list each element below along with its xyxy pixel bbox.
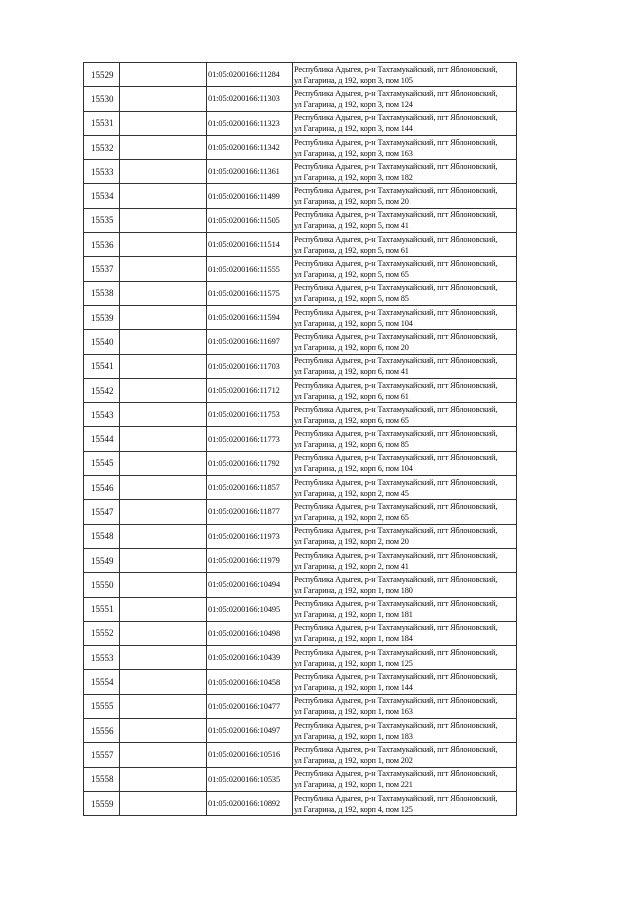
- address-cell: [293, 573, 517, 597]
- address-cell: [293, 767, 517, 791]
- table-row: [84, 621, 517, 645]
- address-line-2: ул Гагарина, д 192, корп 5, пом 104: [294, 318, 413, 328]
- address-line-1: Республика Адыгея, р-н Тахтамукайский, пгт Яблоновский,: [294, 137, 498, 147]
- row-number: 15559: [84, 791, 120, 815]
- table-row: [84, 184, 517, 208]
- empty-cell: [120, 111, 207, 135]
- address-line-1: Республика Адыгея, р-н Тахтамукайский, пгт Яблоновский,: [294, 234, 498, 244]
- row-number: 15538: [84, 281, 120, 305]
- address-cell: [293, 87, 517, 111]
- row-number: 15544: [84, 427, 120, 451]
- cadastral-number: 01:05:0200166:10494: [207, 573, 293, 597]
- cadastral-number: 01:05:0200166:11342: [207, 135, 293, 159]
- empty-cell: [120, 233, 207, 257]
- address-line-2: ул Гагарина, д 192, корп 6, пом 85: [294, 440, 409, 450]
- table-row: [84, 767, 517, 791]
- address-line-2: ул Гагарина, д 192, корп 1, пом 144: [294, 683, 413, 693]
- table-row: [84, 233, 517, 257]
- cadastral-number: 01:05:0200166:11857: [207, 476, 293, 500]
- cadastral-number: 01:05:0200166:10498: [207, 621, 293, 645]
- row-number: 15545: [84, 451, 120, 475]
- address-cell: [293, 476, 517, 500]
- cadastral-number: 01:05:0200166:11499: [207, 184, 293, 208]
- cadastral-number: 01:05:0200166:11773: [207, 427, 293, 451]
- row-number: 15553: [84, 646, 120, 670]
- address-cell: [293, 281, 517, 305]
- address-line-2: ул Гагарина, д 192, корп 3, пом 124: [294, 99, 413, 109]
- address-cell: [293, 791, 517, 815]
- cadastral-number: 01:05:0200166:10535: [207, 767, 293, 791]
- address-line-2: ул Гагарина, д 192, корп 4, пом 125: [294, 804, 413, 814]
- address-line-2: ул Гагарина, д 192, корп 2, пом 20: [294, 537, 409, 547]
- address-line-1: Республика Адыгея, р-н Тахтамукайский, пгт Яблоновский,: [294, 647, 498, 657]
- cadastral-number: 01:05:0200166:11284: [207, 63, 293, 87]
- table-row: [84, 597, 517, 621]
- address-line-1: Республика Адыгея, р-н Тахтамукайский, пгт Яблоновский,: [294, 259, 498, 269]
- empty-cell: [120, 451, 207, 475]
- address-cell: [293, 670, 517, 694]
- address-cell: [293, 208, 517, 232]
- cadastral-number: 01:05:0200166:10477: [207, 694, 293, 718]
- table-row: [84, 719, 517, 743]
- table-row: [84, 281, 517, 305]
- address-cell: [293, 330, 517, 354]
- cadastral-number: 01:05:0200166:11303: [207, 87, 293, 111]
- address-line-2: ул Гагарина, д 192, корп 6, пом 20: [294, 342, 409, 352]
- cadastral-number: 01:05:0200166:11505: [207, 208, 293, 232]
- address-line-1: Республика Адыгея, р-н Тахтамукайский, пгт Яблоновский,: [294, 429, 498, 439]
- row-number: 15540: [84, 330, 120, 354]
- address-line-2: ул Гагарина, д 192, корп 6, пом 61: [294, 391, 409, 401]
- address-line-2: ул Гагарина, д 192, корп 2, пом 45: [294, 488, 409, 498]
- empty-cell: [120, 791, 207, 815]
- address-line-1: Республика Адыгея, р-н Тахтамукайский, пгт Яблоновский,: [294, 696, 498, 706]
- row-number: 15550: [84, 573, 120, 597]
- address-line-2: ул Гагарина, д 192, корп 5, пом 41: [294, 221, 409, 231]
- address-line-1: Республика Адыгея, р-н Тахтамукайский, пгт Яблоновский,: [294, 161, 498, 171]
- table-row: [84, 646, 517, 670]
- address-line-2: ул Гагарина, д 192, корп 5, пом 65: [294, 270, 409, 280]
- row-number: 15543: [84, 403, 120, 427]
- row-number: 15534: [84, 184, 120, 208]
- address-line-1: Республика Адыгея, р-н Тахтамукайский, пгт Яблоновский,: [294, 88, 498, 98]
- address-cell: [293, 427, 517, 451]
- table-row: [84, 330, 517, 354]
- address-cell: [293, 233, 517, 257]
- empty-cell: [120, 378, 207, 402]
- empty-cell: [120, 135, 207, 159]
- cadastral-number: 01:05:0200166:11555: [207, 257, 293, 281]
- empty-cell: [120, 354, 207, 378]
- address-line-2: ул Гагарина, д 192, корп 6, пом 65: [294, 415, 409, 425]
- cadastral-number: 01:05:0200166:11323: [207, 111, 293, 135]
- table-row: [84, 791, 517, 815]
- table-row: [84, 694, 517, 718]
- row-number: 15541: [84, 354, 120, 378]
- empty-cell: [120, 767, 207, 791]
- cadastral-number: 01:05:0200166:11792: [207, 451, 293, 475]
- empty-cell: [120, 257, 207, 281]
- address-line-1: Республика Адыгея, р-н Тахтамукайский, пгт Яблоновский,: [294, 331, 498, 341]
- empty-cell: [120, 305, 207, 329]
- empty-cell: [120, 476, 207, 500]
- table-row: [84, 111, 517, 135]
- address-line-1: Республика Адыгея, р-н Тахтамукайский, пгт Яблоновский,: [294, 186, 498, 196]
- empty-cell: [120, 694, 207, 718]
- address-line-1: Республика Адыгея, р-н Тахтамукайский, пгт Яблоновский,: [294, 356, 498, 366]
- address-line-2: ул Гагарина, д 192, корп 3, пом 163: [294, 148, 413, 158]
- address-cell: [293, 257, 517, 281]
- row-number: 15547: [84, 500, 120, 524]
- cadastral-number: 01:05:0200166:11703: [207, 354, 293, 378]
- empty-cell: [120, 548, 207, 572]
- address-line-2: ул Гагарина, д 192, корп 1, пом 163: [294, 707, 413, 717]
- row-number: 15558: [84, 767, 120, 791]
- empty-cell: [120, 403, 207, 427]
- row-number: 15530: [84, 87, 120, 111]
- address-line-2: ул Гагарина, д 192, корп 3, пом 182: [294, 172, 413, 182]
- row-number: 15555: [84, 694, 120, 718]
- table-row: [84, 208, 517, 232]
- table-row: [84, 135, 517, 159]
- address-cell: [293, 743, 517, 767]
- address-line-1: Республика Адыгея, р-н Тахтамукайский, пгт Яблоновский,: [294, 404, 498, 414]
- cadastral-number: 01:05:0200166:10497: [207, 719, 293, 743]
- address-cell: [293, 524, 517, 548]
- cadastral-number: 01:05:0200166:11877: [207, 500, 293, 524]
- empty-cell: [120, 597, 207, 621]
- empty-cell: [120, 524, 207, 548]
- address-cell: [293, 500, 517, 524]
- address-line-1: Республика Адыгея, р-н Тахтамукайский, пгт Яблоновский,: [294, 210, 498, 220]
- row-number: 15548: [84, 524, 120, 548]
- address-line-1: Республика Адыгея, р-н Тахтамукайский, пгт Яблоновский,: [294, 720, 498, 730]
- address-line-2: ул Гагарина, д 192, корп 6, пом 104: [294, 464, 413, 474]
- address-cell: [293, 548, 517, 572]
- empty-cell: [120, 63, 207, 87]
- address-line-2: ул Гагарина, д 192, корп 1, пом 180: [294, 585, 413, 595]
- empty-cell: [120, 160, 207, 184]
- address-line-1: Республика Адыгея, р-н Тахтамукайский, пгт Яблоновский,: [294, 477, 498, 487]
- table-row: [84, 160, 517, 184]
- address-line-1: Республика Адыгея, р-н Тахтамукайский, пгт Яблоновский,: [294, 744, 498, 754]
- address-cell: [293, 694, 517, 718]
- address-line-1: Республика Адыгея, р-н Тахтамукайский, пгт Яблоновский,: [294, 550, 498, 560]
- address-cell: [293, 111, 517, 135]
- row-number: 15549: [84, 548, 120, 572]
- address-line-1: Республика Адыгея, р-н Тахтамукайский, пгт Яблоновский,: [294, 526, 498, 536]
- cadastral-number: 01:05:0200166:10516: [207, 743, 293, 767]
- address-cell: [293, 305, 517, 329]
- table-row: [84, 257, 517, 281]
- empty-cell: [120, 184, 207, 208]
- table-row: [84, 548, 517, 572]
- address-line-2: ул Гагарина, д 192, корп 6, пом 41: [294, 367, 409, 377]
- empty-cell: [120, 208, 207, 232]
- table-row: [84, 378, 517, 402]
- address-line-1: Республика Адыгея, р-н Тахтамукайский, пгт Яблоновский,: [294, 599, 498, 609]
- cadastral-number: 01:05:0200166:11753: [207, 403, 293, 427]
- empty-cell: [120, 427, 207, 451]
- address-line-2: ул Гагарина, д 192, корп 1, пом 183: [294, 731, 413, 741]
- table-row: [84, 87, 517, 111]
- address-line-2: ул Гагарина, д 192, корп 3, пом 105: [294, 75, 413, 85]
- table-row: [84, 500, 517, 524]
- address-cell: [293, 621, 517, 645]
- address-cell: [293, 403, 517, 427]
- cadastral-number: 01:05:0200166:11979: [207, 548, 293, 572]
- address-line-2: ул Гагарина, д 192, корп 1, пом 221: [294, 780, 413, 790]
- address-cell: [293, 135, 517, 159]
- cadastral-number: 01:05:0200166:11697: [207, 330, 293, 354]
- address-line-1: Республика Адыгея, р-н Тахтамукайский, пгт Яблоновский,: [294, 64, 498, 74]
- address-line-1: Республика Адыгея, р-н Тахтамукайский, пгт Яблоновский,: [294, 623, 498, 633]
- table-row: [84, 451, 517, 475]
- address-line-2: ул Гагарина, д 192, корп 5, пом 20: [294, 197, 409, 207]
- address-line-2: ул Гагарина, д 192, корп 3, пом 144: [294, 124, 413, 134]
- table-row: [84, 476, 517, 500]
- empty-cell: [120, 646, 207, 670]
- address-cell: [293, 451, 517, 475]
- empty-cell: [120, 573, 207, 597]
- row-number: 15546: [84, 476, 120, 500]
- address-line-2: ул Гагарина, д 192, корп 1, пом 181: [294, 610, 413, 620]
- row-number: 15557: [84, 743, 120, 767]
- address-cell: [293, 378, 517, 402]
- row-number: 15542: [84, 378, 120, 402]
- row-number: 15537: [84, 257, 120, 281]
- address-line-1: Республика Адыгея, р-н Тахтамукайский, пгт Яблоновский,: [294, 672, 498, 682]
- row-number: 15536: [84, 233, 120, 257]
- address-line-1: Республика Адыгея, р-н Тахтамукайский, пгт Яблоновский,: [294, 453, 498, 463]
- table-row: [84, 305, 517, 329]
- table-row: [84, 670, 517, 694]
- table-row: [84, 354, 517, 378]
- empty-cell: [120, 281, 207, 305]
- cadastral-number: 01:05:0200166:11361: [207, 160, 293, 184]
- cadastral-number: 01:05:0200166:11973: [207, 524, 293, 548]
- address-cell: [293, 160, 517, 184]
- address-line-1: Республика Адыгея, р-н Тахтамукайский, пгт Яблоновский,: [294, 380, 498, 390]
- table-row: [84, 403, 517, 427]
- table-row: [84, 63, 517, 87]
- address-line-2: ул Гагарина, д 192, корп 1, пом 184: [294, 634, 413, 644]
- address-line-1: Республика Адыгея, р-н Тахтамукайский, пгт Яблоновский,: [294, 574, 498, 584]
- cadastral-number: 01:05:0200166:10495: [207, 597, 293, 621]
- cadastral-number: 01:05:0200166:10439: [207, 646, 293, 670]
- cadastral-number: 01:05:0200166:11712: [207, 378, 293, 402]
- table-row: [84, 573, 517, 597]
- address-line-2: ул Гагарина, д 192, корп 1, пом 202: [294, 755, 413, 765]
- row-number: 15552: [84, 621, 120, 645]
- registry-table: [83, 62, 517, 816]
- row-number: 15531: [84, 111, 120, 135]
- address-line-2: ул Гагарина, д 192, корп 5, пом 85: [294, 294, 409, 304]
- empty-cell: [120, 621, 207, 645]
- row-number: 15533: [84, 160, 120, 184]
- address-line-2: ул Гагарина, д 192, корп 5, пом 61: [294, 245, 409, 255]
- row-number: 15554: [84, 670, 120, 694]
- address-line-1: Республика Адыгея, р-н Тахтамукайский, пгт Яблоновский,: [294, 113, 498, 123]
- empty-cell: [120, 330, 207, 354]
- cadastral-number: 01:05:0200166:10458: [207, 670, 293, 694]
- empty-cell: [120, 743, 207, 767]
- cadastral-number: 01:05:0200166:11575: [207, 281, 293, 305]
- cadastral-number: 01:05:0200166:10892: [207, 791, 293, 815]
- table-row: [84, 743, 517, 767]
- address-line-2: ул Гагарина, д 192, корп 1, пом 125: [294, 658, 413, 668]
- address-line-2: ул Гагарина, д 192, корп 2, пом 41: [294, 561, 409, 571]
- address-line-1: Республика Адыгея, р-н Тахтамукайский, пгт Яблоновский,: [294, 501, 498, 511]
- cadastral-number: 01:05:0200166:11594: [207, 305, 293, 329]
- address-cell: [293, 597, 517, 621]
- row-number: 15539: [84, 305, 120, 329]
- row-number: 15529: [84, 63, 120, 87]
- empty-cell: [120, 719, 207, 743]
- empty-cell: [120, 500, 207, 524]
- row-number: 15556: [84, 719, 120, 743]
- table-row: [84, 524, 517, 548]
- registry-table-body: [84, 63, 517, 816]
- cadastral-number: 01:05:0200166:11514: [207, 233, 293, 257]
- address-cell: [293, 646, 517, 670]
- row-number: 15535: [84, 208, 120, 232]
- address-cell: [293, 184, 517, 208]
- row-number: 15551: [84, 597, 120, 621]
- table-row: [84, 427, 517, 451]
- address-line-1: Республика Адыгея, р-н Тахтамукайский, пгт Яблоновский,: [294, 283, 498, 293]
- address-cell: [293, 63, 517, 87]
- row-number: 15532: [84, 135, 120, 159]
- address-line-1: Республика Адыгея, р-н Тахтамукайский, пгт Яблоновский,: [294, 769, 498, 779]
- empty-cell: [120, 670, 207, 694]
- address-cell: [293, 354, 517, 378]
- address-line-1: Республика Адыгея, р-н Тахтамукайский, пгт Яблоновский,: [294, 793, 498, 803]
- address-line-2: ул Гагарина, д 192, корп 2, пом 65: [294, 512, 409, 522]
- address-cell: [293, 719, 517, 743]
- address-line-1: Республика Адыгея, р-н Тахтамукайский, пгт Яблоновский,: [294, 307, 498, 317]
- empty-cell: [120, 87, 207, 111]
